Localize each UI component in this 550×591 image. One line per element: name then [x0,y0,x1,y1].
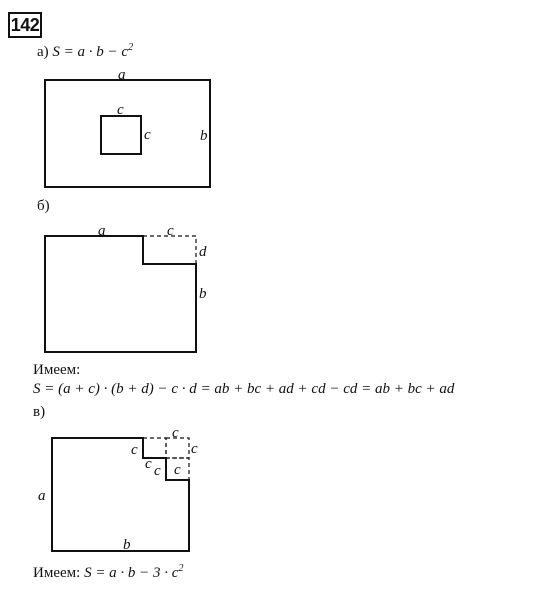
figure-a-outer-rectangle [45,80,210,187]
figure-c-c-labels [131,425,198,479]
part-a-label: а) [37,44,49,60]
figure-c-label-c-step-1: c [145,456,152,472]
figure-c-label-c-inner: c [174,462,181,478]
figure-c-label-c-right: c [191,441,198,457]
figure-b-label-c: c [167,223,174,239]
part-c-label: в) [33,404,46,420]
figure-b [45,223,207,352]
figure-a-label-a: a [118,67,126,83]
figure-c-label-c-step-2: c [154,463,161,479]
part-b-derivation: S = (a + c) · (b + d) − c · d = ab + bc + ad + cd − cd = ab + bc + ad [33,381,455,397]
figure-c-shape [52,438,189,551]
part-c-conclusion-prefix: Имеем: [33,565,81,581]
figure-c-dashed-square-2 [166,438,189,458]
figure-b-label-a: a [98,223,106,239]
part-b-intro: Имеем: [33,362,81,378]
part-b-label: б) [37,198,50,214]
figure-c-label-a: a [38,488,46,504]
figure-a [45,67,210,187]
figure-b-label-d: d [199,244,207,260]
figure-b-shape [45,236,196,352]
figure-c-label-c-left-1: c [131,442,138,458]
figure-c-label-b: b [123,537,131,553]
figure-c-label-c-top: c [172,425,179,441]
figure-a-label-b: b [200,128,208,144]
part-c-conclusion-formula: $S = a \cdot b - 3 \cdot c^2$ [84,563,184,581]
figure-a-label-c-side: c [144,127,151,143]
figure-c-dashed-square-1 [143,438,166,458]
part-a-formula: $S = a \cdot b - c^2$ [52,42,134,60]
figure-b-dashed-corner [143,236,196,264]
figure-a-label-c-top: c [117,102,124,118]
figure-a-inner-square [101,116,141,154]
figure-b-label-b: b [199,286,207,302]
problem-number: 142 [10,14,40,35]
figure-c [38,425,198,553]
